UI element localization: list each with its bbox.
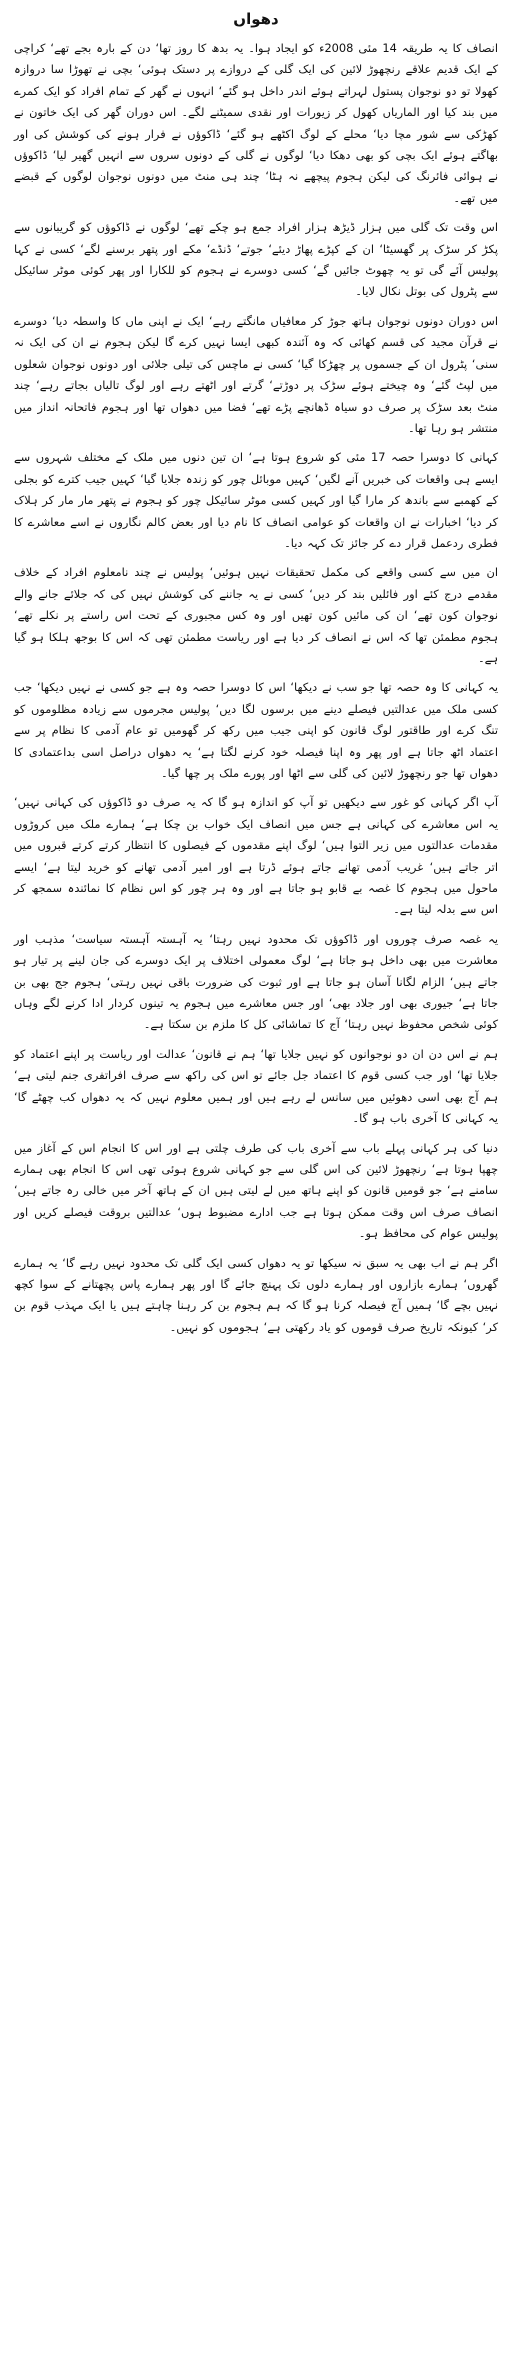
article-paragraph: کہانی کا دوسرا حصہ 17 مئی کو شروع ہوتا ہے‘ ان تین دنوں میں ملک کے مختلف شہروں سے ایسے ہی واقعات کی خبریں آنے لگیں‘ کہیں موبائل چور کو زندہ جلایا گیا‘ کہیں جیب کترے کو بجلی کے کھمبے سے باندھ کر مارا گیا اور کہیں کسی موٹر سائیکل چور کو ہجوم نے پتھر مار مار کر ہلاک کر دیا‘ اخبارات نے ان واقعات کو عوامی انصاف کا نام دیا اور بعض کالم نگاروں نے اسے معاشرے کا فطری ردعمل قرار دے کر جائز تک کہہ دیا۔ bbox=[14, 450, 498, 550]
article-paragraph: یہ کہانی کا وہ حصہ تھا جو سب نے دیکھا‘ اس کا دوسرا حصہ وہ ہے جو کسی نے نہیں دیکھا‘ جب کسی ملک میں عدالتیں فیصلے دینے میں برسوں لگا دیں‘ پولیس مجرموں سے زیادہ مظلوموں کو تنگ کرے اور طاقتور لوگ قانون کو اپنی جیب میں رکھ کر گھومیں تو عام آدمی کا نظام پر سے اعتماد اٹھ جاتا ہے اور پھر وہ اپنا فیصلہ خود کرنے لگتا ہے‘ یہ دھواں دراصل اسی بداعتمادی کا دھواں تھا جو رنچھوڑ لائین کی گلی سے اٹھا اور پورے ملک پر چھا گیا۔ bbox=[14, 680, 498, 780]
article-paragraph: انصاف کا یہ طریقہ 14 مئی 2008ء کو ایجاد ہوا۔ یہ بدھ کا روز تھا‘ دن کے بارہ بجے تھے‘ کراچی کے ایک قدیم علاقے رنچھوڑ لائین کی ایک گلی کے دروازے پر دستک ہوئی‘ بچی نے تھوڑا سا دروازہ کھولا تو دو نوجوان پستول لہراتے ہوئے اندر داخل ہو گئے‘ انہوں نے گھر کے تمام افراد کو ایک کمرے میں بند کیا اور الماریاں کھول کر زیورات اور نقدی سمیٹنے لگے۔ اس دوران گھر کی ایک خاتون نے کھڑکی سے شور مچا دیا‘ محلے کے لوگ اکٹھے ہو گئے‘ ڈاکوؤں نے فرار ہونے کی کوشش کی اور بھاگتے ہوئے ایک بچی کو بھی دھکا دیا‘ لوگوں نے گلی کے دونوں سروں سے انہیں گھیر لیا‘ ڈاکوؤں نے ہوائی فائرنگ کی لیکن ہجوم پیچھے نہ ہٹا‘ چند ہی منٹ میں دونوں نوجوان لوگوں کے قبضے میں تھے۔ bbox=[14, 41, 498, 205]
article-paragraph: اس دوران دونوں نوجوان ہاتھ جوڑ کر معافیاں مانگتے رہے‘ ایک نے اپنی ماں کا واسطہ دیا‘ دوسرے نے قرآن مجید کی قسم کھائی کہ وہ آئندہ کبھی ایسا نہیں کرے گا لیکن ہجوم نے ان کی ایک نہ سنی‘ پٹرول ان کے جسموں پر چھڑکا گیا‘ کسی نے ماچس کی تیلی جلائی اور دونوں نوجوان شعلوں میں لپٹ گئے‘ وہ چیختے ہوئے سڑک پر دوڑتے‘ گرتے اور اٹھتے رہے اور لوگ تالیاں بجاتے رہے‘ چند منٹ بعد سڑک پر صرف دو سیاہ ڈھانچے پڑے تھے‘ فضا میں دھواں تھا اور ہجوم فاتحانہ انداز میں منتشر ہو رہا تھا۔ bbox=[14, 313, 498, 435]
article-paragraph: اگر ہم نے اب بھی یہ سبق نہ سیکھا تو یہ دھواں کسی ایک گلی تک محدود نہیں رہے گا‘ یہ ہمارے گھروں‘ ہمارے بازاروں اور ہمارے دلوں تک پہنچ جائے گا اور پھر ہمارے پاس پچھتانے کے سوا کچھ نہیں بچے گا‘ ہمیں آج فیصلہ کرنا ہو گا کہ ہم ہجوم بن کر رہنا چاہتے ہیں یا ایک مہذب قوم بن کر‘ کیونکہ تاریخ صرف قوموں کو یاد رکھتی ہے‘ ہجوموں کو نہیں۔ bbox=[14, 1255, 498, 1334]
article-paragraph: اس وقت تک گلی میں ہزار ڈیڑھ ہزار افراد جمع ہو چکے تھے‘ لوگوں نے ڈاکوؤں کو گریبانوں سے پکڑ کر سڑک پر گھسیٹا‘ ان کے کپڑے پھاڑ دیئے‘ جوتے‘ ڈنڈے‘ مکے اور پتھر برسنے لگے‘ کسی نے کہا پولیس آئے گی تو یہ چھوٹ جائیں گے‘ کسی دوسرے نے ہجوم کو للکارا اور پھر کوئی موٹر سائیکل سے پٹرول کی بوتل نکال لایا۔ bbox=[14, 220, 498, 299]
article-paragraph: ہم نے اس دن ان دو نوجوانوں کو نہیں جلایا تھا‘ ہم نے قانون‘ عدالت اور ریاست پر اپنے اعتماد کو جلایا تھا‘ اور جب کسی قوم کا اعتماد جل جائے تو اس کی راکھ سے صرف افراتفری جنم لیتی ہے‘ ہم آج بھی اسی دھوئیں میں سانس لے رہے ہیں اور ہمیں معلوم نہیں کہ یہ دھواں کب چھٹے گا‘ یہ کہانی کا آخری باب ہو گا۔ bbox=[14, 1046, 498, 1126]
article-paragraph: آپ اگر کہانی کو غور سے دیکھیں تو آپ کو اندازہ ہو گا کہ یہ صرف دو ڈاکوؤں کی کہانی نہیں‘ یہ اس معاشرے کی کہانی ہے جس میں انصاف ایک خواب بن چکا ہے‘ ہمارے ملک میں کروڑوں مقدمات عدالتوں میں زیر التوا ہیں‘ لوگ اپنے مقدموں کے فیصلوں کا انتظار کرتے کرتے قبروں میں اتر جاتے ہیں‘ غریب آدمی تھانے جاتے ہوئے ڈرتا ہے اور امیر آدمی تھانے کو خرید لیتا ہے‘ ایسے ماحول میں ہجوم کا غصہ بے قابو ہو جاتا ہے اور وہ ہر چور کو اس نظام کا نمائندہ سمجھ کر اس سے بدلہ لیتا ہے۔ bbox=[14, 795, 498, 917]
article-paragraph: ان میں سے کسی واقعے کی مکمل تحقیقات نہیں ہوئیں‘ پولیس نے چند نامعلوم افراد کے خلاف مقدمے درج کئے اور فائلیں بند کر دیں‘ کسی نے یہ جاننے کی کوشش نہیں کی کہ جلائے جانے والے نوجوان کون تھے‘ ان کی مائیں کون تھیں اور وہ کس مجبوری کے تحت اس راستے پر نکلے تھے‘ ہجوم مطمئن تھا کہ اس نے انصاف کر دیا ہے اور ریاست مطمئن تھی کہ اس کا بوجھ ہلکا ہو گیا ہے۔ bbox=[14, 565, 498, 665]
article-paragraph: دنیا کی ہر کہانی پہلے باب سے آخری باب کی طرف چلتی ہے اور اس کا انجام اس کے آغاز میں چھپا ہوتا ہے‘ رنچھوڑ لائین کی اس گلی سے جو کہانی شروع ہوئی تھی اس کا انجام بھی ہمارے سامنے ہے‘ جو قومیں قانون کو اپنے ہاتھ میں لے لیتی ہیں ان کے ہاتھ آخر میں خالی رہ جاتے ہیں‘ انصاف صرف اس وقت ممکن ہوتا ہے جب ادارے مضبوط ہوں‘ عدالتیں بروقت فیصلے کریں اور پولیس عوام کی محافظ ہو۔ bbox=[14, 1140, 498, 1241]
article-title: دھواں bbox=[233, 10, 279, 28]
article-paragraph: یہ غصہ صرف چوروں اور ڈاکوؤں تک محدود نہیں رہتا‘ یہ آہستہ آہستہ سیاست‘ مذہب اور معاشرت میں بھی داخل ہو جاتا ہے‘ لوگ معمولی اختلاف پر ایک دوسرے کی جان لینے پر تیار ہو جاتے ہیں‘ الزام لگانا آسان ہو جاتا ہے اور ثبوت کی ضرورت باقی نہیں رہتی‘ ہجوم جج بھی بن جاتا ہے‘ جیوری بھی اور جلاد بھی‘ اور جس معاشرے میں ہجوم یہ تینوں کردار ادا کرنے لگے وہاں کوئی شخص محفوظ نہیں رہتا‘ آج کا تماشائی کل کا ملزم بن سکتا ہے۔ bbox=[14, 931, 498, 1032]
